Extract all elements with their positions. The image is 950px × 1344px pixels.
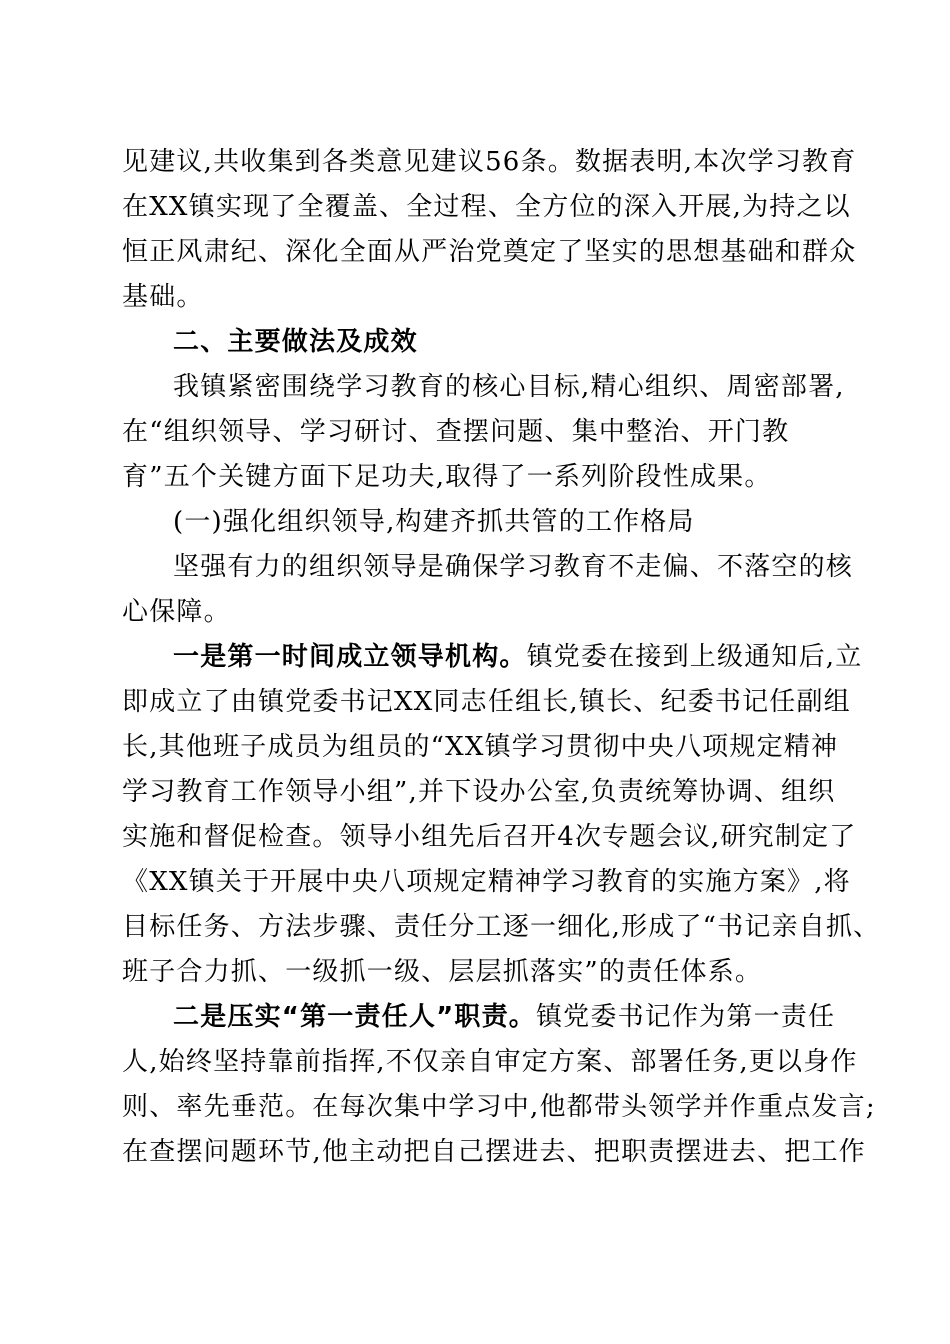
paragraph-line: 实施和督促检查。领导小组先后召开4次专题会议,研究制定了 [122, 822, 857, 852]
paragraph-line: 则、率先垂范。在每次集中学习中,他都带头领学并作重点发言; [122, 1092, 876, 1122]
paragraph-line: 《XX镇关于开展中央八项规定精神学习教育的实施方案》,将 [122, 867, 851, 897]
paragraph-line: 坚强有力的组织领导是确保学习教育不走偏、不落空的核 [173, 552, 854, 582]
paragraph-line: 目标任务、方法步骤、责任分工逐一细化,形成了“书记亲自抓、 [122, 912, 881, 942]
paragraph-text: 镇党委书记作为第一责任 [535, 1002, 836, 1032]
lead-phrase: 二是压实“第一责任人”职责。 [173, 1002, 536, 1032]
paragraph-line: 见建议,共收集到各类意见建议56条。数据表明,本次学习教育 [122, 147, 857, 177]
paragraph-line: 在查摆问题环节,他主动把自己摆进去、把职责摆进去、把工作 [122, 1137, 866, 1167]
paragraph-line: 即成立了由镇党委书记XX同志任组长,镇长、纪委书记任副组 [122, 687, 851, 717]
paragraph-line: 学习教育工作领导小组”,并下设办公室,负责统筹协调、组织 [122, 777, 836, 807]
paragraph-line: 班子合力抓、一级抓一级、层层抓落实”的责任体系。 [122, 957, 763, 987]
lead-phrase: 一是第一时间成立领导机构。 [173, 642, 527, 672]
paragraph-text: 镇党委在接到上级通知后,立 [526, 642, 863, 672]
paragraph-line: 心保障。 [122, 597, 231, 627]
section-heading: 二、主要做法及成效 [173, 327, 418, 357]
paragraph-line [173, 1001, 836, 1033]
paragraph-line: 长,其他班子成员为组员的“XX镇学习贯彻中央八项规定精神 [122, 732, 839, 762]
paragraph-line: 基础。 [122, 282, 204, 312]
paragraph-line: 在“组织领导、学习研讨、查摆问题、集中整治、开门教 [122, 417, 790, 447]
paragraph-line: 恒正风肃纪、深化全面从严治党奠定了坚实的思想基础和群众 [122, 237, 857, 267]
paragraph-line: 我镇紧密围绕学习教育的核心目标,精心组织、周密部署, [173, 372, 845, 402]
paragraph-line: 在XX镇实现了全覆盖、全过程、全方位的深入开展,为持之以 [122, 192, 851, 222]
paragraph-line [173, 641, 863, 673]
subsection-heading: (一)强化组织领导,构建齐抓共管的工作格局 [173, 507, 695, 537]
paragraph-line: 人,始终坚持靠前指挥,不仅亲自审定方案、部署任务,更以身作 [122, 1047, 858, 1077]
paragraph-line: 育”五个关键方面下足功夫,取得了一系列阶段性成果。 [122, 462, 772, 492]
